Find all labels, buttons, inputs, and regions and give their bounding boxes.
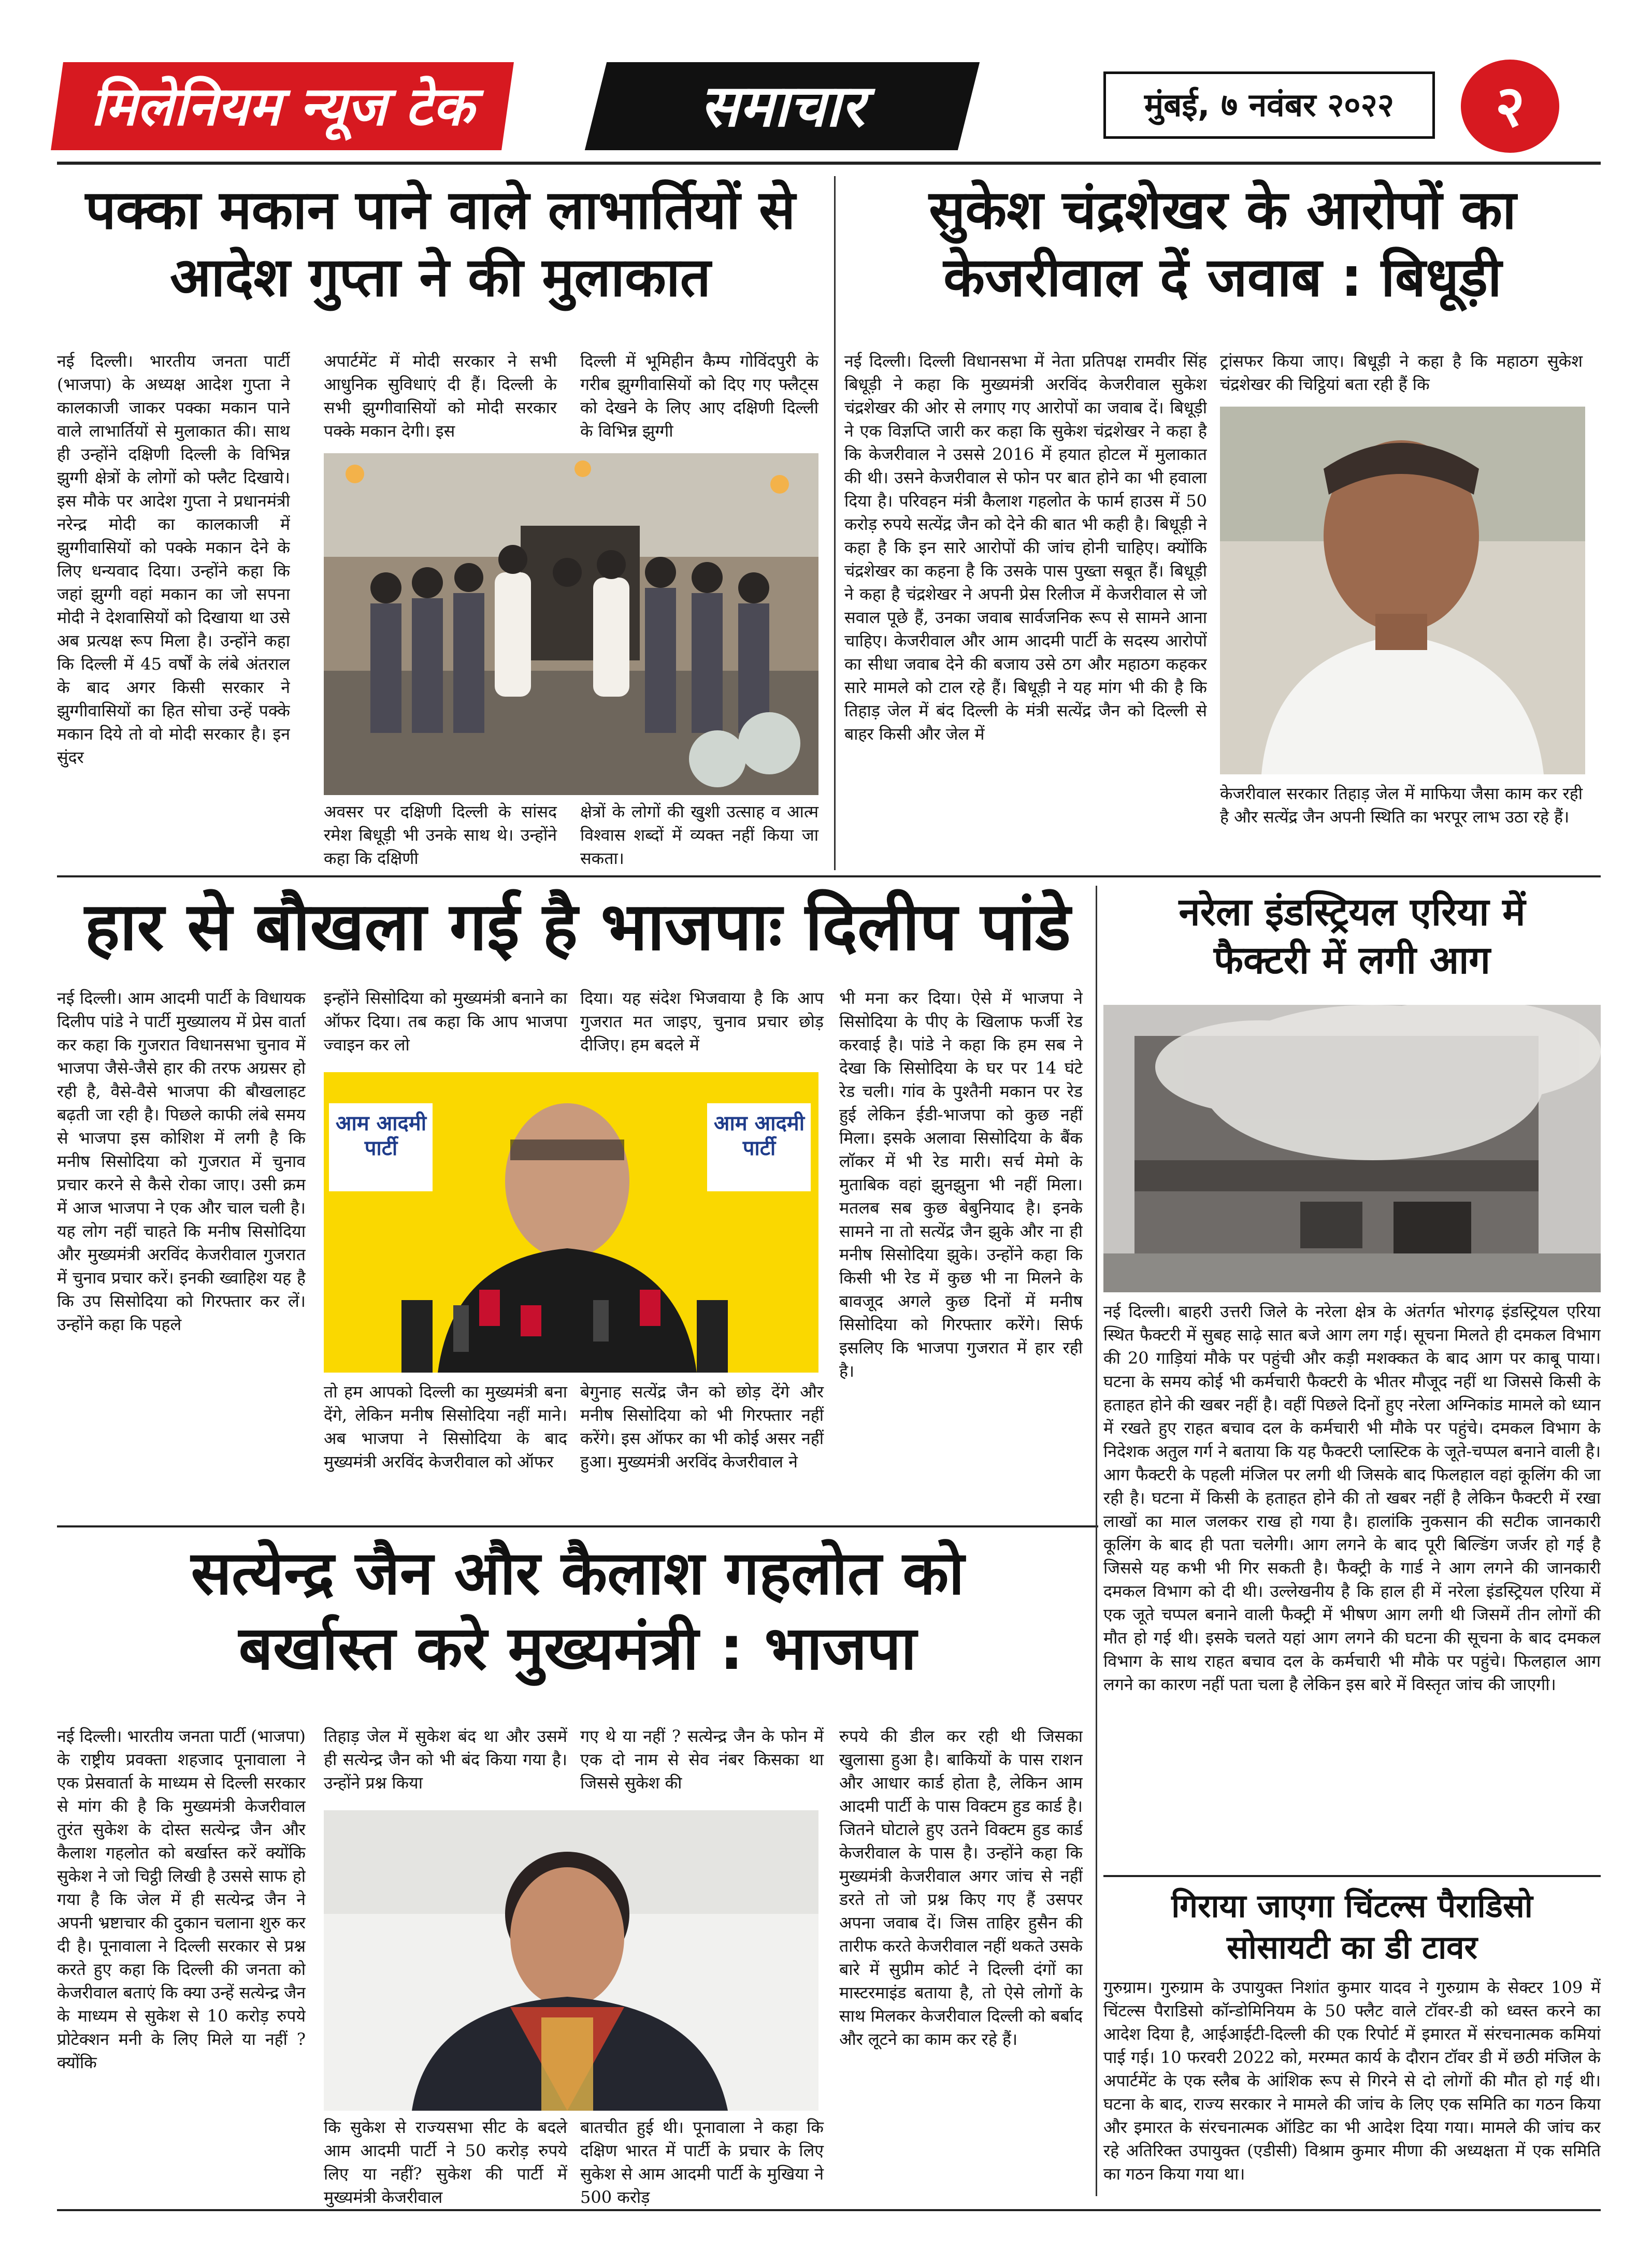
article2-col2-top: ट्रांसफर किया जाए। बिधूड़ी ने कहा है कि महाठग सुकेश चंद्रशेखर की चिट्ठियां बता रही हैं कि (1220, 351, 1583, 394)
article5-col2-bottom: कि सुकेश से राज्यसभा सीट के बदले आम आदमी पार्टी ने 50 करोड़ रुपये लिए या नहीं? सुकेश की पार्टी में मुख्यमंत्री केजरीवाल (324, 2117, 567, 2207)
article1-photo-image (324, 453, 818, 795)
article1-headline (57, 176, 824, 311)
brand-name: मिलेनियम न्यूज टेक (91, 75, 474, 138)
article3-headline: हार से बौखला गई है भाजपाः दिलीप पांडे (84, 888, 1071, 965)
masthead-rule (57, 162, 1601, 165)
article1-col1: नई दिल्ली। भारतीय जनता पार्टी (भाजपा) के अध्यक्ष आदेश गुप्ता ने कालकाजी जाकर पक्का मकान पाने वाले लाभार्तियों से मुलाकात की। साथ ही उन्होंने दक्षिणी दिल्ली के विभिन्न झुग्गी क्षेत्रों के लोगों को फ्लैट दिखाये। इस मौके पर आदेश गुप्ता ने प्रधानमंत्री नरेन्द्र मोदी का कालकाजी में झुग्गीवासियों को पक्के मकान देने के लिए धन्यवाद दिया। उन्होंने कहा कि जहां झुग्गी वहां मकान का जो सपना मोदी ने देशवासियों को दिखाया था उसे अब प्रत्यक्ष रूप मिला है। उन्होंने कहा कि दिल्ली में 45 वर्षों के लंबे अंतराल के बाद अगर किसी सरकार ने झुग्गीवासियों का हित सोचा उन्हें पक्के मकान दिये तो वो मोदी सरकार है। इन सुंदर (57, 351, 290, 767)
article3-col3-top: दिया। यह संदेश भिजवाया है कि आप गुजरात मत जाइए, चुनाव प्रचार छोड़ दीजिए। हम बदले में (580, 988, 824, 1055)
article4-headline-line2: फैक्टरी में लगी आग (1214, 938, 1490, 983)
page-number: २ (1461, 60, 1559, 153)
column-rule (834, 176, 836, 870)
article3-photo (324, 1072, 818, 1373)
article5-photo (324, 1810, 818, 2111)
article6-headline (1103, 1885, 1601, 1968)
article5-headline (57, 1536, 1098, 1686)
article1-col3-top: दिल्ली में भूमिहीन कैम्प गोविंदपुरी के गरीब झुग्गीवासियों को दिए गए फ्लैट्स को देखने के लिए आए दक्षिणी दिल्ली के विभिन्न झुग्गी (580, 351, 818, 441)
article5-headline-line2: बर्खास्त करे मुख्यमंत्री : भाजपा (238, 1613, 917, 1683)
article1-col2-top: अपार्टमेंट में मोदी सरकार ने सभी आधुनिक सुविधाएं दी हैं। दिल्ली के सभी झुग्गीवासियों को मोदी सरकार पक्के मकान देगी। इस (324, 351, 557, 441)
article2-headline-line2: केजरीवाल दें जवाब : बिधूड़ी (943, 246, 1502, 309)
article4-body: नई दिल्ली। बाहरी उत्तरी जिले के नरेला क्षेत्र के अंतर्गत भोरगढ़ इंडस्ट्रियल एरिया स्थित फैक्टरी में सुबह साढ़े सात बजे आग लग गई। सूचना मिलते ही दमकल विभाग की 20 गाड़ियां मौके पर पहुंची और कड़ी मशक्कत के बाद आग पर काबू पाया। घटना के समय कोई भी कर्मचारी फैक्टरी के भीतर मौजूद नहीं था जिससे किसी के हताहत होने की खबर नहीं है। वहीं पिछले दिनों हुए नरेला अग्निकांड मामले को ध्यान में रखते हुए राहत बचाव दल के कर्मचारी भी मौके पर पहुंचे। दमकल विभाग के निदेशक अतुल गर्ग ने बताया कि यह फैक्टरी प्लास्टिक के जूते-चप्पल बनाने वाली है। आग फैक्टरी के पहली मंजिल पर लगी थी जिसके बाद फिलहाल वहां कूलिंग की जा रही है। घटना में किसी के हताहत होने की तो खबर नहीं है लेकिन फैक्टरी में रखा लाखों का माल जलकर राख हो गया है। हालांकि नुकसान की सटीक जानकारी कूलिंग के बाद ही पता चलेगी। आग लगने के बाद पूरी बिल्डिंग जर्जर हो गई है जिससे यह कभी भी गिर सकती है। फैक्ट्री के गार्ड ने आग लगने की जानकारी दमकल विभाग को दी थी। उल्लेखनीय है कि हाल ही में नरेला इंडस्ट्रियल एरिया में एक जूते चप्पल बनाने वाली फैक्ट्री में भीषण आग लगी थी जिसमें तीन लोगों की मौत हो गई थी। इसके चलते यहां आग लगने की घटना की सूचना के बाद दमकल विभाग के साथ राहत बचाव दल के कर्मचारी भी मौके पर पहुंचे। फिलहाल आग लगने का कारण नहीं पता चला है लेकिन इस बारे में विस्तृत जांच की जाएगी। (1103, 1302, 1601, 1694)
article4-photo (1103, 1005, 1601, 1292)
masthead-brand (51, 62, 514, 150)
article5-photo-image (324, 1810, 818, 2111)
article5-col1: नई दिल्ली। भारतीय जनता पार्टी (भाजपा) के राष्ट्रीय प्रवक्ता शहजाद पूनावाला ने एक प्रेसवार्ता के माध्यम से दिल्ली सरकार से मांग की है कि मुख्यमंत्री केजरीवाल तुरंत सुकेश के दोस्त सत्येन्द्र जैन और कैलाश गहलोत को बर्खास्त करें क्योंकि सुकेश ने जो चिट्ठी लिखी है उससे साफ हो गया है कि जेल में ही सत्येन्द्र जैन ने अपनी भ्रष्टाचार की दुकान चलाना शुरु कर दी है। पूनावाला ने दिल्ली सरकार से प्रश्न करते हुए कहा कि दिल्ली की जनता को केजरीवाल बताएं कि क्या उन्हें सत्येन्द्र जैन के माध्यम से सुकेश से 10 करोड़ रुपये प्रोटेक्शन मनी के लिए मिले या नहीं ? क्योंकि (57, 1726, 306, 2072)
article1-col3-bottom: क्षेत्रों के लोगों की खुशी उत्साह व आत्म विश्वास शब्दों में व्यक्त नहीं किया जा सकता। (580, 802, 818, 868)
article3-col2-bottom: तो हम आपको दिल्ली का मुख्यमंत्री बना देंगे, लेकिन मनीष सिसोदिया नहीं माने। अब भाजपा ने सिसोदिया के बाद मुख्यमंत्री अरविंद केजरीवाल को ऑफर (324, 1382, 567, 1472)
article2-photo (1220, 407, 1585, 774)
article4-photo-image (1103, 1005, 1601, 1292)
article6-headline-line1: गिराया जाएगा चिंटल्स पैराडिसो (1171, 1887, 1533, 1925)
article6-headline-line2: सोसायटी का डी टावर (1227, 1928, 1477, 1966)
section-name: समाचार (700, 73, 865, 140)
article2-headline-line1: सुकेश चंद्रशेखर के आरोपों का (929, 178, 1516, 241)
article5-col3-bottom: बातचीत हुई थी। पूनावाला ने कहा कि दक्षिण भारत में पार्टी के प्रचार के लिए सुकेश से आम आदमी पार्टी के मुखिया ने 500 करोड़ (580, 2117, 824, 2207)
article1-headline-line2: आदेश गुप्ता ने की मुलाकात (169, 246, 711, 309)
article3-col4: भी मना कर दिया। ऐसे में भाजपा ने सिसोदिया के पीए के खिलाफ फर्जी रेड करवाई है। पांडे ने कहा कि हम सब ने देखा कि सिसोदिया के घर पर 14 घंटे रेड चली। गांव के पुश्तैनी मकान पर रेड हुई लेकिन ईडी-भाजपा को कुछ नहीं मिला। इसके अलावा सिसोदिया के बैंक लॉकर में भी रेड मारी। सर्च मेमो के मुताबिक वहां झुनझुना भी नहीं मिला। मतलब सब कुछ बेबुनियाद है। इनके सामने ना तो सत्येंद्र जैन झुके और ना ही मनीष सिसोदिया झुके। उन्होंने कहा कि किसी भी रेड में कुछ भी ना मिलने के बावजूद अगले कुछ दिनों में मनीष सिसोदिया को गिरफ्तार करेंगे। सिर्फ इसलिए कि भाजपा गुजरात में हार रही है। (839, 988, 1083, 1381)
article5-col4: रुपये की डील कर रही थी जिसका खुलासा हुआ है। बाकियों के पास राशन और आधार कार्ड होता है, लेकिन आम आदमी पार्टी के पास विक्टम हुड कार्ड है। जितने घोटाले हुए उतने विक्टम हुड कार्ड केजरीवाल के पास है। उन्होंने कहा कि मुख्यमंत्री केजरीवाल अगर जांच से नहीं डरते तो जो प्रश्न किए गए हैं उसपर अपना जवाब दें। जिस ताहिर हुसैन की तारीफ करते केजरीवाल नहीं थकते उसके बारे में सुप्रीम कोर्ट ने दिल्ली दंगों का मास्टरमाइंड बताया है, तो ऐसे लोगों के साथ मिलकर केजरीवाल दिल्ली को बर्बाद और लूटने का काम कर रहे हैं। (839, 1726, 1083, 2049)
article5-col3-top: गए थे या नहीं ? सत्येन्द्र जैन के फोन में एक दो नाम से सेव नंबर किसका था जिससे सुकेश की (580, 1726, 824, 1793)
footer-rule (57, 2209, 1601, 2211)
aap-poster-right: आम आदमी पार्टी (713, 1112, 805, 1160)
article1-col2-bottom: अवसर पर दक्षिणी दिल्ली के सांसद रमेश बिधूड़ी भी उनके साथ थे। उन्होंने कहा कि दक्षिणी (324, 802, 557, 868)
dateline: मुंबई, ७ नवंबर २०२२ (1103, 71, 1435, 139)
article1-photo (324, 453, 818, 795)
article4-headline (1103, 888, 1601, 984)
article4-headline-line1: नरेला इंडस्ट्रियल एरिया में (1179, 890, 1526, 934)
article5-headline-line1: सत्येन्द्र जैन और कैलाश गहलोत को (191, 1538, 965, 1608)
article2-col1: नई दिल्ली। दिल्ली विधानसभा में नेता प्रतिपक्ष रामवीर सिंह बिधूड़ी ने कहा कि मुख्यमंत्री अरविंद केजरीवाल सुकेश चंद्रशेखर की ओर से लगाए गए आरोपों का जवाब दें। बिधूड़ी ने एक विज्ञप्ति जारी कर कहा कि सुकेश चंद्रशेखर ने कहा है कि केजरीवाल ने उससे 2016 में हयात होटल में मुलाकात की थी। उसने केजरीवाल से फोन पर बात होने का भी हवाला दिया है। परिवहन मंत्री कैलाश गहलोत के फार्म हाउस में 50 करोड़ रुपये सत्येंद्र जैन को देने की बात भी कही है। बिधूड़ी ने कहा है कि इन सारे आरोपों की जांच होनी चाहिए। क्योंकि चंद्रशेखर का कहना है कि उसके पास पुख्ता सबूत हैं। बिधूड़ी ने कहा है चंद्रशेखर ने अपनी प्रेस रिलीज में केजरीवाल से जो सवाल पूछे हैं, उनका जवाब सार्वजनिक रूप से सामने आना चाहिए। केजरीवाल और आम आदमी पार्टी के सदस्य आरोपों का सीधा जवाब देने की बजाय उसे ठग और महाठग कहकर सारे मामले को टाल रहे हैं। बिधूड़ी ने यह मांग भी की है कि तिहाड़ जेल में बंद दिल्ली के मंत्री सत्येंद्र जैन को दिल्ली से बाहर किसी और जेल में (844, 351, 1207, 744)
article1-headline-line1: पक्का मकान पाने वाले लाभार्तियों से (85, 178, 796, 241)
article5-col2-top: तिहाड़ जेल में सुकेश बंद था और उसमें ही सत्येन्द्र जैन को भी बंद किया गया है। उन्होंने प्रश्न किया (324, 1726, 567, 1793)
section-rule (57, 1525, 1098, 1527)
article2-photo-image (1220, 407, 1585, 774)
article2-headline (844, 176, 1601, 311)
section-label (585, 62, 980, 150)
article2-col2-bottom: केजरीवाल सरकार तिहाड़ जेल में माफिया जैसा काम कर रही है और सत्येंद्र जैन अपनी स्थिति का भरपूर लाभ उठा रहे हैं। (1220, 784, 1583, 827)
article3-col2-top: इन्होंने सिसोदिया को मुख्यमंत्री बनाने का ऑफर दिया। तब कहा कि आप भाजपा ज्वाइन कर लो (324, 988, 567, 1055)
section-rule (57, 875, 1601, 877)
article3-col1: नई दिल्ली। आम आदमी पार्टी के विधायक दिलीप पांडे ने पार्टी मुख्यालय में प्रेस वार्ता कर कहा कि गुजरात विधानसभा चुनाव में भाजपा जैसे-जैसे हार की तरफ अग्रसर हो रही है, वैसे-वैसे भाजपा की बौखलाहट बढ़ती जा रही है। पिछले काफी लंबे समय से भाजपा इस कोशिश में लगी है कि मनीष सिसोदिया को गुजरात में चुनाव प्रचार करने से कैसे रोका जाए। उसी क्रम में आज भाजपा ने एक और चाल चली है। यह लोग नहीं चाहते कि मनीष सिसोदिया और मुख्यमंत्री अरविंद केजरीवाल गुजरात में चुनाव प्रचार करें। इनकी ख्वाहिश यह है कि उप सिसोदिया को गिरफ्तार कर लें। उन्होंने कहा कि पहले (57, 988, 306, 1334)
article6-body: गुरुग्राम। गुरुग्राम के उपायुक्त निशांत कुमार यादव ने गुरुग्राम के सेक्टर 109 में चिंटल्स पैराडिसो कॉन्डोमिनियम के 50 फ्लैट वाले टॉवर-डी को ध्वस्त करने का आदेश दिया है, आईआईटी-दिल्ली की एक रिपोर्ट में इमारत में संरचनात्मक कमियां पाई गई। 10 फरवरी 2022 को, मरम्मत कार्य के दौरान टॉवर डी में छठी मंजिल के अपार्टमेंट के एक स्लैब के आंशिक रूप से गिरने से दो लोगों की मौत हो गई थी। घटना के बाद, राज्य सरकार ने मामले की जांच के लिए एक समिति का गठन किया और इमारत के संरचनात्मक ऑडिट का भी आदेश दिया गया। मामले की जांच कर रहे अतिरिक्त उपायुक्त (एडीसी) विश्राम कुमार मीणा की अध्यक्षता में एक समिति का गठन किया गया था। (1103, 1978, 1601, 2184)
aap-poster-left: आम आदमी पार्टी (335, 1112, 427, 1160)
article3-col3-bottom: बेगुनाह सत्येंद्र जैन को छोड़ देंगे और मनीष सिसोदिया को भी गिरफ्तार नहीं करेंगे। इस ऑफर का भी कोई असर नहीं हुआ। मुख्यमंत्री अरविंद केजरीवाल ने (580, 1382, 824, 1472)
section-rule (1103, 1875, 1601, 1877)
